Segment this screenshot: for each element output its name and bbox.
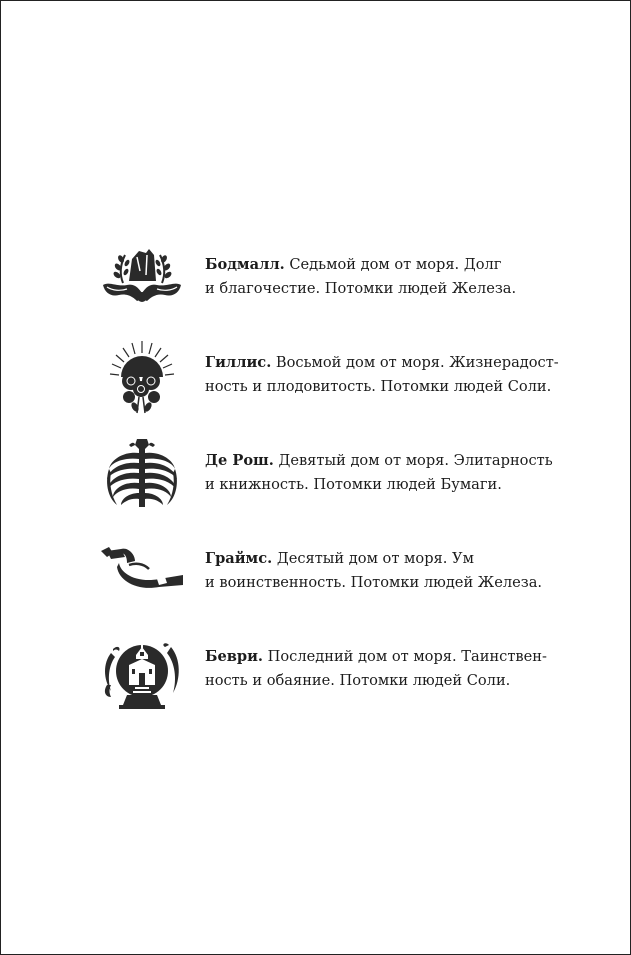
house-entry-gillis [99, 337, 569, 427]
description-line-1: Де Рош. Девятый дом от моря. Элитарность [205, 452, 553, 469]
house-name: Гиллис. [205, 354, 272, 371]
sun-flowers-icon [99, 337, 185, 417]
description-line-2: и книжность. Потомки людей Бумаги. [205, 476, 502, 493]
description-line-1: Граймс. Десятый дом от моря. Ум [205, 550, 474, 567]
house-name: Граймс. [205, 550, 273, 567]
description-line-1: Бодмалл. Седьмой дом от моря. Долг [205, 256, 502, 273]
house-description [205, 351, 559, 399]
house-entry-bodmall [99, 239, 569, 329]
description-line-1: Беври. Последний дом от моря. Таинствен- [205, 648, 547, 665]
house-description [205, 645, 547, 693]
house-description [205, 449, 553, 497]
house-entry-de-rosh [99, 435, 569, 525]
house-description [205, 547, 542, 595]
house-name: Бодмалл. [205, 256, 285, 273]
description-line-2: ность и обаяние. Потомки людей Соли. [205, 672, 511, 689]
description-line-2: и благочестие. Потомки людей Железа. [205, 280, 517, 297]
ribcage-icon [99, 435, 185, 515]
description-line-2: и воинственность. Потомки людей Железа. [205, 574, 543, 591]
description-line-1: Гиллис. Восьмой дом от моря. Жизнерадост- [205, 354, 559, 371]
house-name: Беври. [205, 648, 264, 665]
house-description [205, 253, 516, 301]
house-entry-bevri [99, 631, 569, 721]
cannon-icon [99, 539, 185, 619]
house-entry-grimes [99, 533, 569, 623]
chapel-globe-icon [99, 633, 185, 713]
house-name: Де Рош. [205, 452, 274, 469]
rock-wreath-icon [99, 241, 185, 321]
description-line-2: ность и плодовитость. Потомки людей Соли. [205, 378, 552, 395]
